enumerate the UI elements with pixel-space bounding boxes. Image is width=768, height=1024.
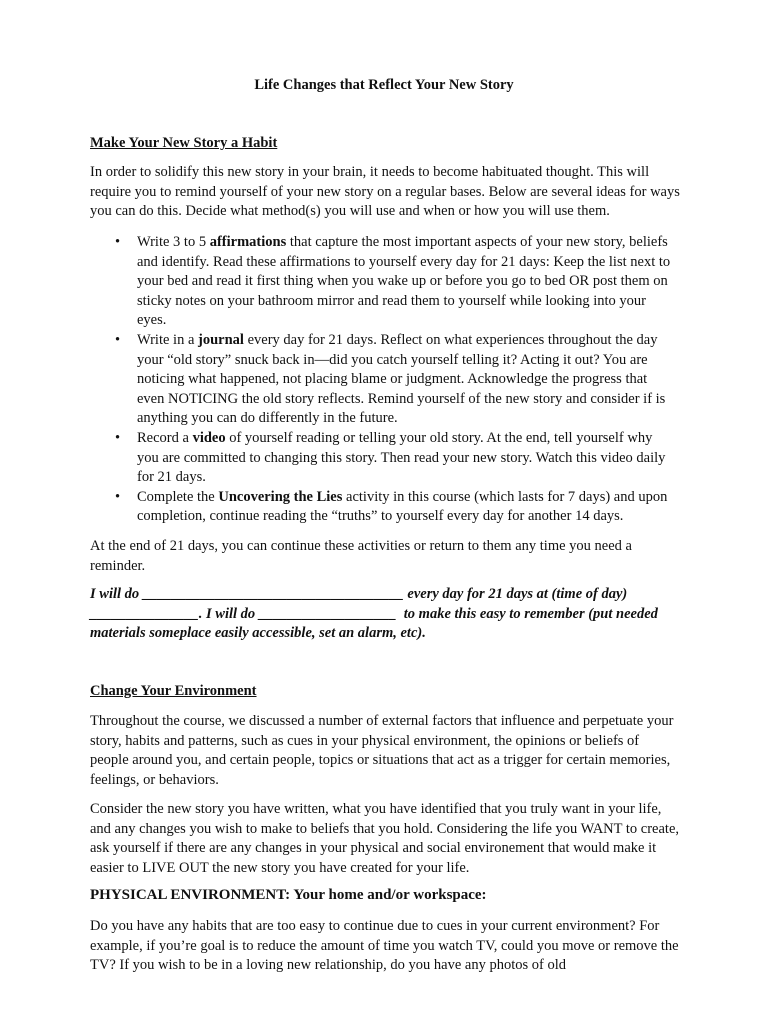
page-title: Life Changes that Reflect Your New Story xyxy=(254,77,514,93)
list-item: • Write 3 to 5 affirmations that capture the most important aspects of your new story, beliefs and identify. Read these affirmations to yourself every day for 21 days: Keep the list next to your bed and read it first thing when you wake up or before you go to bed OR post them on sticky notes on your bathroom mirror and read them to yourself while looking into your eyes. xyxy=(113,233,673,331)
physical-environment-paragraph: Do you have any habits that are too easy to continue due to cues in your current environment? For example, if you’re goal is to reduce the amount of time you watch TV, could you move or remove the TV? If you wish to be in a loving new relationship, do you have any photos of old xyxy=(90,918,679,974)
closing-paragraph: At the end of 21 days, you can continue these activities or return to them any time you need a reminder. xyxy=(90,538,632,574)
environment-paragraph-2: Consider the new story you have written, what you have identified that you truly want in your life, and any changes you wish to make to beliefs that you hold. Considering the life you WANT to create, ask yourself if there are any changes in your physical and social environement that would make it easier to LIVE OUT the new story you have created for your life. xyxy=(90,801,679,876)
section-heading-habit: Make Your New Story a Habit xyxy=(90,135,278,151)
environment-paragraph-1: Throughout the course, we discussed a number of external factors that influence and perpetuate your story, habits and patterns, such as cues in your physical environment, the opinions or beliefs of people around you, and certain people, topics or situations that act as a trigger for certain memories, feelings, or behaviors. xyxy=(90,713,674,788)
physical-environment-subheading: PHYSICAL ENVIRONMENT: Your home and/or workspace: xyxy=(90,887,487,903)
ideas-list xyxy=(113,233,673,527)
list-item: • Write in a journal every day for 21 days. Reflect on what experiences throughout the day your “old story” snuck back in—did you catch yourself telling it? Acting it out? You are noticing what happened, not placing blame or judgment. Acknowledge the progress that even NOTICING the old story reflects. Remind yourself of the new story and consider if is anything you can do differently in the future. xyxy=(113,331,673,429)
commitment-statement: I will do ____________________________________ every day for 21 days at (time of day) _______________. I will do ___________________ to make this easy to remember (put needed materials someplace easily accessible, set an alarm, etc). xyxy=(90,586,662,642)
intro-paragraph: In order to solidify this new story in your brain, it needs to become habituated thought. This will require you to remind yourself of your new story on a regular bases. Below are several ideas for ways you can do this. Decide what method(s) you will use and when or how you will use them. xyxy=(90,164,680,220)
list-item: • Complete the Uncovering the Lies activity in this course (which lasts for 7 days) and upon completion, continue reading the “truths” to yourself every day for another 14 days. xyxy=(113,488,673,527)
section-heading-environment: Change Your Environment xyxy=(90,683,257,699)
list-item: • Record a video of yourself reading or telling your old story. At the end, tell yourself why you are committed to changing this story. Then read your new story. Watch this video daily for 21 days. xyxy=(113,429,673,488)
